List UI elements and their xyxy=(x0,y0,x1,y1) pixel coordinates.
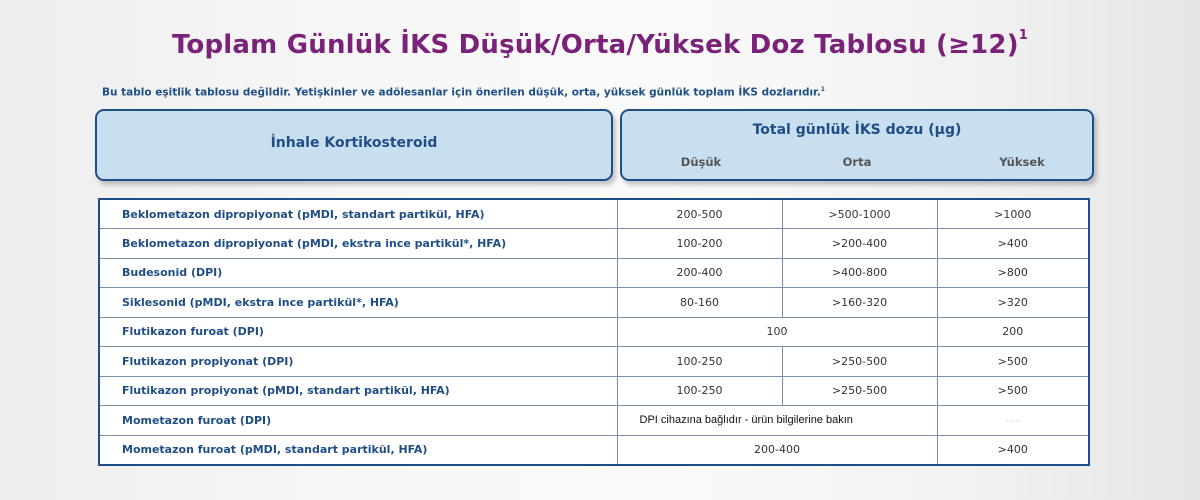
dose-low-medium: 200-400 xyxy=(617,435,937,465)
header-corticosteroid xyxy=(95,109,613,181)
dose-low: 100-200 xyxy=(617,229,782,259)
dose-medium: >250-500 xyxy=(782,347,937,377)
title-footnote-marker: 1 xyxy=(1018,28,1029,44)
header-corticosteroid-label: İnhale Kortikosteroid xyxy=(270,135,438,151)
drug-name: Mometazon furoat (pMDI, standart partikül, HFA) xyxy=(99,435,617,465)
drug-name: Mometazon furoat (DPI) xyxy=(99,406,617,436)
column-header-high: Yüksek xyxy=(999,155,1045,169)
dose-low: 80-160 xyxy=(617,288,782,318)
dose-medium: >250-500 xyxy=(782,376,937,406)
dose-high: 200 xyxy=(937,317,1089,347)
header-daily-dose xyxy=(620,109,1094,181)
drug-name: Flutikazon furoat (DPI) xyxy=(99,317,617,347)
dose-medium: >200-400 xyxy=(782,229,937,259)
dose-low: 100-250 xyxy=(617,376,782,406)
dose-high: >500 xyxy=(937,376,1089,406)
dose-low: 100-250 xyxy=(617,347,782,377)
table-caption: Bu tablo eşitlik tablosu değildir. Yetişkinler ve adölesanlar için önerilen düşük, orta, yüksek günlük toplam İKS dozlarıdır.$^1$ xyxy=(102,86,825,99)
table-row xyxy=(99,347,1089,377)
dose-device-note: DPI cihazına bağlıdır - ürün bilgilerine bakın xyxy=(617,406,937,436)
dose-high: >800 xyxy=(937,258,1089,288)
dose-low: 200-400 xyxy=(617,258,782,288)
dose-high: >320 xyxy=(937,288,1089,318)
dose-medium: >160-320 xyxy=(782,288,937,318)
drug-name: Beklometazon dipropiyonat (pMDI, ekstra ince partikül*, HFA) xyxy=(99,229,617,259)
dose-medium: >400-800 xyxy=(782,258,937,288)
dose-low: 200-500 xyxy=(617,199,782,229)
drug-name: Budesonid (DPI) xyxy=(99,258,617,288)
table-row xyxy=(99,376,1089,406)
dose-high: - - - xyxy=(937,406,1089,436)
dose-medium: >500-1000 xyxy=(782,199,937,229)
table-row xyxy=(99,435,1089,465)
table-row xyxy=(99,258,1089,288)
dose-high: >400 xyxy=(937,229,1089,259)
drug-name: Flutikazon propiyonat (DPI) xyxy=(99,347,617,377)
dose-high: >500 xyxy=(937,347,1089,377)
dose-high: >400 xyxy=(937,435,1089,465)
dose-table xyxy=(98,198,1090,466)
table-row xyxy=(99,288,1089,318)
table-row xyxy=(99,199,1089,229)
drug-name: Beklometazon dipropiyonat (pMDI, standart partikül, HFA) xyxy=(99,199,617,229)
table-row xyxy=(99,317,1089,347)
drug-name: Siklesonid (pMDI, ekstra ince partikül*, HFA) xyxy=(99,288,617,318)
dose-low-medium: 100 xyxy=(617,317,937,347)
table-row xyxy=(99,406,1089,436)
column-header-low: Düşük xyxy=(680,155,722,169)
column-header-medium: Orta xyxy=(842,155,872,169)
caption-footnote-marker: 1 xyxy=(820,86,825,93)
dose-high: >1000 xyxy=(937,199,1089,229)
table-row xyxy=(99,229,1089,259)
page-title: Toplam Günlük İKS Düşük/Orta/Yüksek Doz Tablosu (≥12)$^1$ xyxy=(171,28,1029,60)
header-daily-dose-label: Total günlük İKS dozu (µg) xyxy=(752,122,962,138)
drug-name: Flutikazon propiyonat (pMDI, standart partikül, HFA) xyxy=(99,376,617,406)
